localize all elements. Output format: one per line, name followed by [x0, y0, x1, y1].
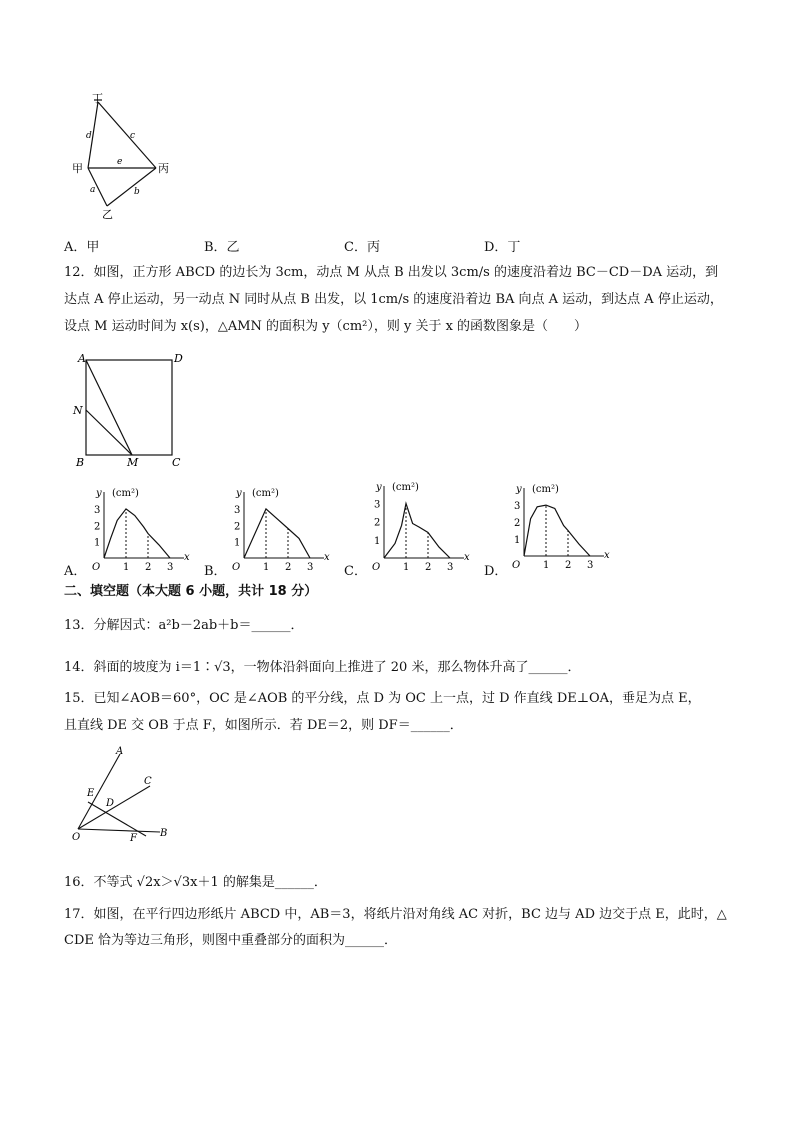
- x-axis-label: x: [464, 552, 470, 563]
- q13-text: 13．分解因式：a²b－2ab＋b＝______．: [64, 618, 304, 633]
- y-axis-label: y: [96, 488, 102, 499]
- curve: [244, 509, 310, 558]
- y-axis-label: y: [376, 482, 382, 493]
- y-tick-label: 2: [94, 521, 101, 533]
- q12-graph-a[interactable]: [88, 482, 188, 574]
- square-label-a: A: [78, 352, 86, 365]
- curve: [384, 504, 450, 559]
- q12-square-figure: [72, 350, 192, 470]
- q16-text: 16．不等式 √2x＞√3x＋1 的解集是______．: [64, 875, 327, 890]
- y-tick-label: 3: [234, 504, 241, 516]
- y-tick-label: 2: [514, 518, 521, 530]
- origin-label: O: [232, 562, 241, 573]
- q12-graph-b[interactable]: [228, 482, 328, 574]
- q15-text-line2: 且直线 DE 交 OB 于点 F，如图所示．若 DE＝2，则 DF＝______．: [64, 718, 463, 733]
- square-label-n: N: [73, 404, 83, 417]
- origin-label: O: [512, 560, 521, 571]
- square-label-b: B: [76, 456, 85, 469]
- section2-heading: 二、填空题（本大题 6 小题，共计 18 分）: [64, 584, 318, 599]
- edge-c: c: [130, 131, 136, 141]
- x-tick-label: 3: [307, 562, 314, 573]
- curve: [524, 505, 590, 556]
- y-axis-label: y: [516, 484, 522, 495]
- q11-option-c[interactable]: C．丙: [344, 240, 380, 255]
- y-tick-label: 1: [514, 535, 521, 547]
- square-label-d: D: [174, 352, 183, 365]
- y-tick-label: 1: [374, 535, 381, 547]
- q11-option-d[interactable]: D．丁: [484, 240, 521, 255]
- y-axis-unit: (cm²): [252, 488, 279, 499]
- origin-label: O: [92, 562, 101, 573]
- q11-option-b[interactable]: B．乙: [204, 240, 240, 255]
- q12-graph-c[interactable]: [368, 476, 468, 574]
- q12-option-d-label[interactable]: D．: [484, 564, 508, 579]
- q17-text-line2: CDE 恰为等边三角形，则图中重叠部分的面积为______．: [64, 933, 397, 948]
- edge-d: d: [86, 131, 92, 141]
- q12-option-b-label[interactable]: B．: [204, 564, 227, 579]
- q15-label-a: A: [116, 746, 124, 757]
- q11-diagram: [70, 92, 190, 222]
- square-label-c: C: [172, 456, 181, 469]
- y-tick-label: 1: [94, 537, 101, 549]
- edge-b: b: [134, 187, 140, 197]
- edge-a: a: [90, 185, 96, 195]
- q15-label-c: C: [144, 776, 152, 787]
- q12-text-line2: 达点 A 停止运动，另一动点 N 同时从点 B 出发，以 1cm/s 的速度沿着边 BA 向点 A 运动，到达点 A 停止运动，: [64, 292, 723, 307]
- x-tick-label: 3: [167, 562, 174, 573]
- q14-text: 14．斜面的坡度为 i＝1∶√3，一物体沿斜面向上推进了 20 米，那么物体升高了______．: [64, 660, 581, 675]
- x-tick-label: 1: [543, 560, 550, 571]
- q15-label-d: D: [106, 798, 115, 809]
- q11-option-a[interactable]: A．甲: [64, 240, 100, 255]
- square-label-m: M: [127, 456, 139, 469]
- q15-label-e: E: [87, 788, 95, 799]
- x-tick-label: 2: [145, 562, 152, 573]
- curve: [104, 509, 170, 558]
- q12-text-line3: 设点 M 运动时间为 x(s)，△AMN 的面积为 y（cm²），则 y 关于 x 的函数图象是（ ）: [64, 319, 588, 334]
- origin-label: O: [372, 562, 381, 573]
- edge-e: e: [117, 157, 123, 167]
- x-tick-label: 3: [587, 560, 594, 571]
- x-tick-label: 1: [123, 562, 130, 573]
- x-tick-label: 1: [403, 562, 410, 573]
- vertex-yi: 乙: [102, 208, 113, 221]
- y-axis-unit: (cm²): [392, 482, 419, 493]
- y-tick-label: 2: [374, 517, 381, 529]
- x-tick-label: 2: [285, 562, 292, 573]
- q15-label-f: F: [130, 833, 137, 844]
- q15-figure: [68, 744, 178, 844]
- x-tick-label: 2: [425, 562, 432, 573]
- q12-text-line1: 12．如图，正方形 ABCD 的边长为 3cm，动点 M 从点 B 出发以 3cm/s 的速度沿着边 BC－CD－DA 运动，到: [64, 265, 719, 280]
- x-tick-label: 3: [447, 562, 454, 573]
- y-tick-label: 3: [374, 499, 381, 511]
- q15-label-o: O: [72, 832, 81, 843]
- x-axis-label: x: [324, 552, 330, 563]
- q12-option-c-label[interactable]: C．: [344, 564, 367, 579]
- q15-text-line1: 15．已知∠AOB＝60°，OC 是∠AOB 的平分线，点 D 为 OC 上一点，过 D 作直线 DE⊥OA，垂足为点 E，: [64, 691, 701, 706]
- vertex-jia: 甲: [72, 162, 83, 175]
- x-tick-label: 1: [263, 562, 270, 573]
- vertex-ding: 丁: [92, 92, 103, 105]
- y-tick-label: 3: [514, 501, 521, 513]
- y-tick-label: 1: [234, 537, 241, 549]
- q12-option-a-label[interactable]: A．: [64, 564, 87, 579]
- y-axis-unit: (cm²): [112, 488, 139, 499]
- y-axis-unit: (cm²): [532, 484, 559, 495]
- q12-graph-d[interactable]: [508, 478, 608, 572]
- x-tick-label: 2: [565, 560, 572, 571]
- x-axis-label: x: [184, 552, 190, 563]
- q15-label-b: B: [160, 828, 168, 839]
- q17-text-line1: 17．如图，在平行四边形纸片 ABCD 中，AB＝3，将纸片沿对角线 AC 对折，BC 边与 AD 边交于点 E，此时，△: [64, 907, 727, 922]
- y-tick-label: 3: [94, 504, 101, 516]
- y-tick-label: 2: [234, 521, 241, 533]
- vertex-bing: 丙: [158, 162, 169, 175]
- x-axis-label: x: [604, 550, 610, 561]
- y-axis-label: y: [236, 488, 242, 499]
